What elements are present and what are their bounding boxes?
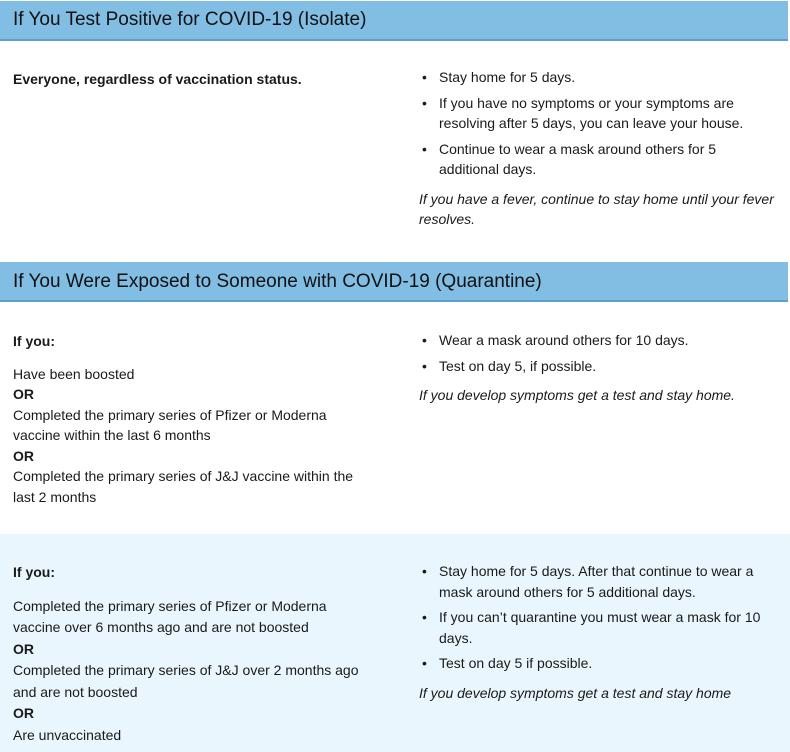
list-item: • Test on day 5 if possible.: [419, 653, 774, 674]
section-header-isolate: If You Test Positive for COVID-19 (Isolate): [0, 1, 788, 41]
condition-text: Completed the primary series of Pfizer or Moderna vaccine over 6 months ago and are not boosted: [13, 597, 327, 635]
list-item: • Stay home for 5 days.: [419, 67, 774, 88]
bullet-icon: •: [422, 140, 427, 157]
list-item: • Wear a mask around others for 10 days.: [419, 330, 774, 351]
or-label: OR: [13, 705, 34, 721]
bullet-icon: •: [422, 609, 427, 625]
row-heading: If you:: [13, 564, 55, 580]
condition-text: Are unvaccinated: [13, 726, 122, 743]
conditions-column: [13, 562, 368, 746]
conditions-column: [13, 331, 368, 507]
condition-text: Completed the primary series of J&J over 2 months ago and are not boosted: [13, 662, 359, 700]
or-label: OR: [13, 640, 34, 657]
list-item: • Stay home for 5 days. After that continue to wear a mask around others for 5 additional days.: [422, 563, 754, 600]
condition-text: Completed the primary series of J&J vaccine within the last 2 months: [13, 468, 354, 505]
list-item: • Continue to wear a mask around others for 5 additional days.: [422, 140, 717, 177]
section-header-quarantine: If You Were Exposed to Someone with COVID-19 (Quarantine): [0, 262, 788, 302]
bullet-icon: •: [422, 69, 427, 85]
guidance-list: [419, 330, 774, 376]
condition-text: Have been boosted: [13, 365, 135, 382]
bullet-icon: •: [422, 94, 427, 111]
note-text: If you have a fever, continue to stay home until your fever resolves.: [419, 190, 774, 227]
bullet-icon: •: [422, 357, 427, 374]
guidance-column: [419, 67, 774, 230]
or-label: OR: [13, 447, 34, 464]
guidance-column: [419, 561, 774, 703]
note-text: If you develop symptoms get a test and stay home.: [419, 387, 735, 403]
note-text: If you develop symptoms get a test and stay home: [419, 684, 732, 701]
list-item: • If you have no symptoms or your symptoms are resolving after 5 days, you can leave your house.: [422, 94, 744, 131]
or-label: OR: [13, 386, 34, 402]
bullet-icon: •: [422, 332, 427, 348]
list-item: • If you can’t quarantine you must wear a mask for 10 days.: [422, 609, 761, 646]
row-heading: If you:: [13, 333, 55, 349]
bullet-icon: •: [422, 563, 427, 579]
guidance-column: [419, 330, 774, 406]
isolate-row: [0, 41, 790, 262]
guidance-list: [419, 67, 774, 180]
row-heading: Everyone, regardless of vaccination status.: [13, 71, 302, 87]
condition-text: Completed the primary series of Pfizer or Moderna vaccine within the last 6 months: [13, 406, 327, 443]
quarantine-row-boosted: [0, 302, 790, 534]
bullet-icon: •: [422, 655, 427, 671]
guidance-list: [419, 561, 774, 674]
quarantine-row-not-boosted: [0, 534, 790, 752]
list-item: • Test on day 5, if possible.: [419, 356, 774, 377]
